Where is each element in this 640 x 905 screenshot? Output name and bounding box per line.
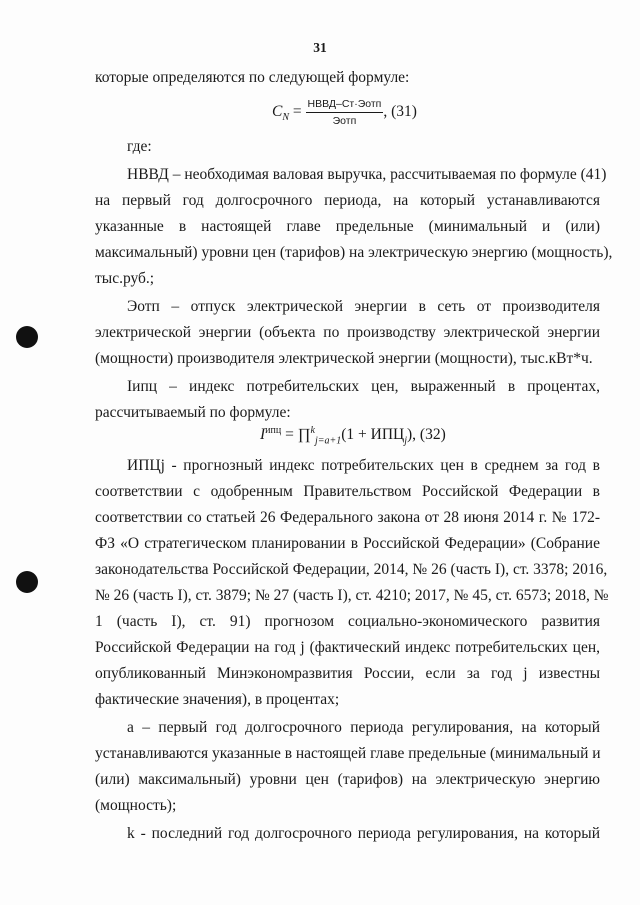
p4-line-8: Российской Федерации на год j (фактический индекс потребительских цен, — [95, 639, 600, 656]
formula-32-prod: ∏ — [297, 426, 311, 444]
p4-line-1: ИПЦj - прогнозный индекс потребительских цен в среднем за год в — [127, 457, 600, 474]
p6-line-1: k - последний год долгосрочного периода регулирования, на который — [127, 825, 600, 842]
p4-line-3: соответствии со статьей 26 Федерального закона от 28 июня 2014 г. № 172- — [95, 509, 600, 526]
formula-31-fraction — [306, 98, 384, 127]
formula-32-prod-sub: j=a+1 — [314, 435, 342, 447]
formula-32 — [260, 425, 446, 446]
p4-line-9: опубликованный Минэкономразвития России, если за год j известны — [95, 665, 600, 682]
formula-31-tag: , (31) — [383, 103, 417, 121]
formula-32-body-sub: j — [404, 435, 407, 447]
p3-line-2: рассчитываемый по формуле: — [95, 404, 291, 421]
p5-line-3: (или) максимальный) уровни цен (тарифов) на электрическую энергию — [95, 771, 600, 788]
formula-32-lhs: I — [260, 426, 266, 444]
formula-31 — [272, 98, 417, 127]
formula-32-body: (1 + ИПЦ — [341, 426, 405, 444]
formula-31-lhs-sub: N — [282, 112, 290, 124]
p4-line-6: № 26 (часть I), ст. 3879; № 27 (часть I), ст. 4210; 2017, № 45, ст. 6573; 2018, № — [95, 587, 609, 604]
where-label: где: — [127, 138, 152, 155]
p3-line-1: Iипц – индекс потребительских цен, выраженный в процентах, — [127, 378, 600, 395]
p4-line-10: фактические значения), в процентах; — [95, 691, 340, 708]
intro-line: которые определяются по следующей формуле: — [95, 69, 410, 86]
p2-line-3: (мощности) производителя электрической энергии (мощности), тыс.кВт*ч. — [95, 350, 593, 367]
p4-line-7: 1 (часть I), ст. 91) прогнозом социально-экономического развития — [95, 613, 600, 630]
formula-31-eq: = — [289, 103, 306, 121]
punch-hole-bottom — [16, 571, 38, 593]
page-number: 31 — [313, 40, 327, 55]
p5-line-4: (мощность); — [95, 797, 177, 814]
punch-hole-top — [16, 326, 38, 348]
p4-line-5: законодательства Российской Федерации, 2014, № 26 (часть I), ст. 3378; 2016, — [95, 561, 608, 578]
p5-line-1: a – первый год долгосрочного периода регулирования, на который — [127, 719, 600, 736]
formula-31-lhs: C — [272, 103, 283, 121]
formula-31-numerator: НВВД–Cт·Эотп — [306, 98, 384, 113]
p1-line-3: указанные в настоящей главе предельные (минимальный и (или) — [95, 218, 600, 235]
p2-line-1: Эотп – отпуск электрической энергии в сеть от производителя — [127, 298, 600, 315]
p4-line-2: соответствии с одобренным Правительством Российской Федерации в — [95, 483, 600, 500]
formula-32-eq: = — [281, 426, 298, 444]
formula-31-denominator: Эотп — [332, 115, 357, 127]
formula-32-tag: ), (32) — [407, 426, 446, 444]
p1-line-1: НВВД – необходимая валовая выручка, рассчитываемая по формуле (41) — [127, 166, 607, 183]
p5-line-2: устанавливаются указанные в настоящей главе предельные (минимальный и — [95, 745, 601, 762]
formula-32-lhs-sup: ипц — [265, 425, 282, 436]
formula-32-prod-sup: k — [310, 425, 315, 436]
p1-line-4: максимальный) уровни цен (тарифов) на электрическую энергию (мощность), — [95, 244, 613, 261]
p2-line-2: электрической энергии (объекта по производству электрической энергии — [95, 324, 600, 341]
p4-line-4: ФЗ «О стратегическом планировании в Российской Федерации» (Собрание — [95, 535, 600, 552]
p1-line-2: на первый год долгосрочного периода, на который устанавливаются — [95, 192, 600, 209]
p1-line-5: тыс.руб.; — [95, 270, 155, 287]
